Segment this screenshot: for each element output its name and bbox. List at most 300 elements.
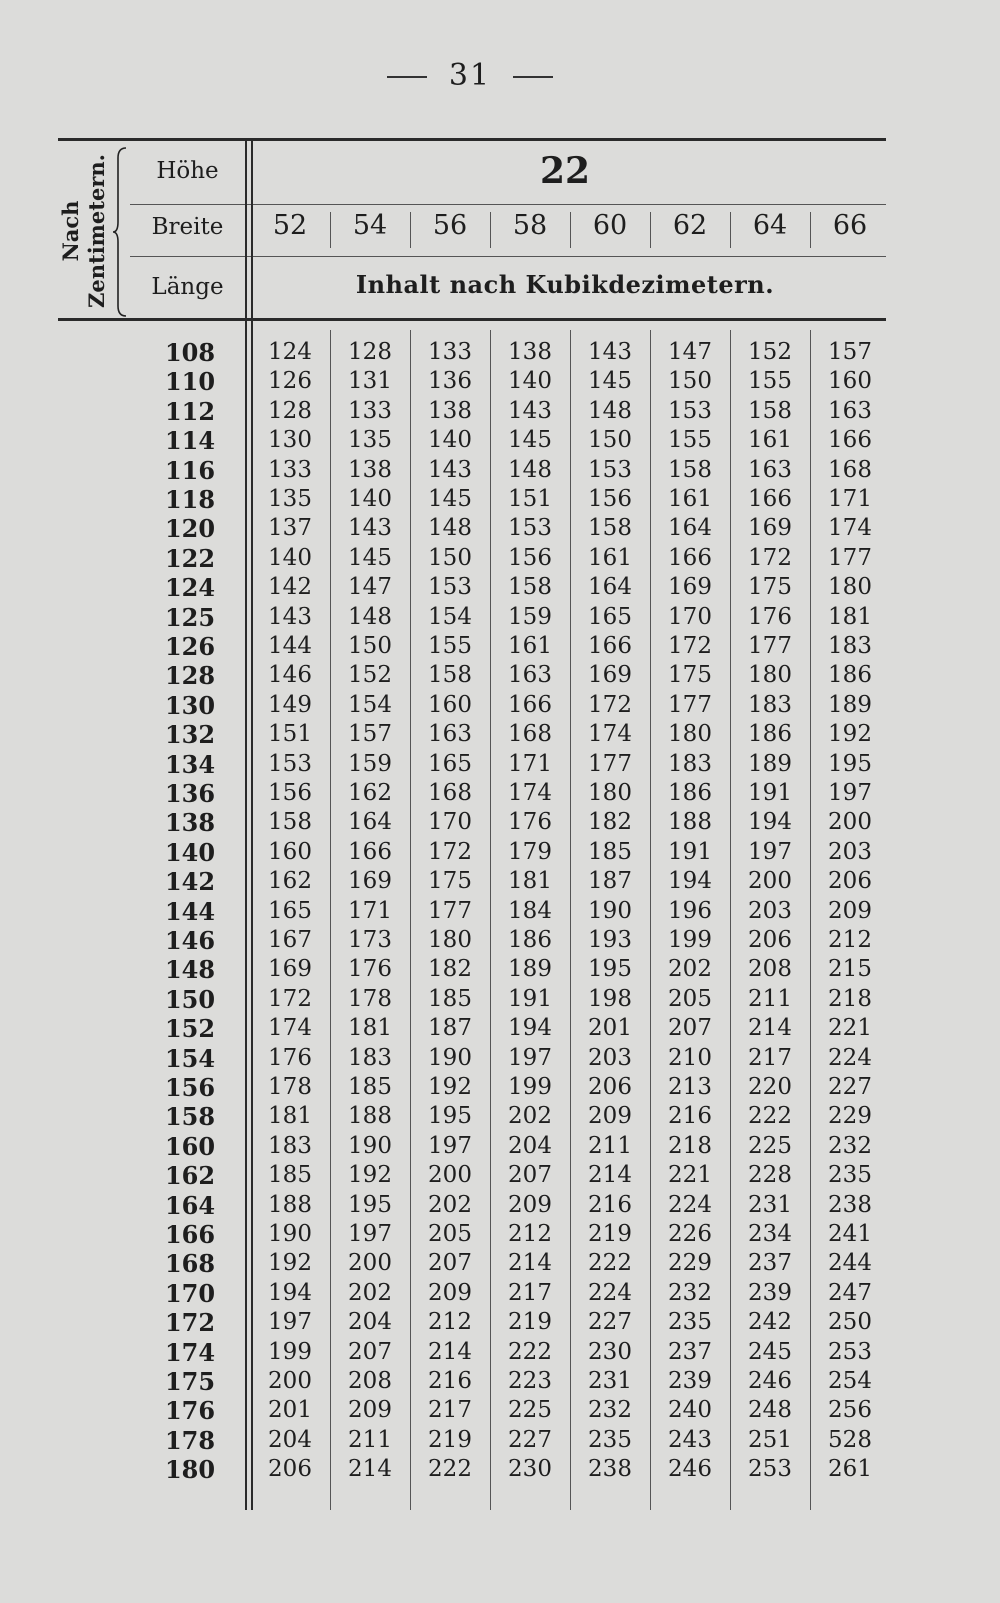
table-cell: 231 [748, 1191, 792, 1218]
laenge-value: 166 [164, 1220, 216, 1249]
table-cell: 222 [508, 1338, 552, 1365]
laenge-value: 156 [164, 1073, 216, 1102]
laenge-value: 154 [164, 1043, 216, 1073]
table-cell: 189 [748, 750, 792, 777]
table-cell: 159 [508, 603, 552, 630]
breite-value: 66 [832, 210, 868, 241]
table-cell: 168 [508, 721, 552, 748]
breite-underline [130, 256, 886, 257]
table-cell: 142 [268, 574, 312, 601]
table-cell: 133 [268, 456, 312, 483]
laenge-value: 170 [164, 1278, 216, 1308]
table-cell: 169 [268, 956, 312, 983]
table-cell: 222 [588, 1250, 632, 1277]
table-cell: 214 [748, 1015, 792, 1042]
laenge-value: 148 [164, 955, 216, 985]
table-cell: 197 [508, 1044, 552, 1071]
table-cell: 205 [668, 985, 712, 1012]
table-cell: 200 [348, 1250, 392, 1277]
table-cell: 239 [668, 1368, 712, 1394]
table-cell: 192 [348, 1162, 392, 1189]
table-cell: 161 [508, 633, 552, 659]
table-cell: 248 [748, 1397, 792, 1424]
laenge-value: 114 [164, 426, 216, 456]
table-cell: 195 [348, 1191, 392, 1218]
table-cell: 168 [828, 456, 872, 483]
table-cell: 169 [668, 574, 712, 601]
table-cell: 210 [668, 1044, 712, 1071]
table-cell: 195 [588, 956, 632, 983]
table-cell: 165 [428, 750, 472, 777]
table-cell: 186 [508, 927, 552, 953]
table-cell: 208 [748, 956, 792, 983]
table-cell: 155 [668, 427, 712, 454]
table-cell: 158 [508, 574, 552, 601]
side-label [54, 146, 114, 316]
table-cell: 227 [828, 1074, 872, 1100]
table-cell: 254 [828, 1368, 872, 1394]
table-cell: 143 [268, 603, 312, 630]
table-cell: 203 [748, 897, 792, 924]
table-cell: 184 [508, 897, 552, 924]
table-cell: 181 [348, 1015, 392, 1042]
table-cell: 169 [748, 515, 792, 542]
table-cell: 165 [588, 603, 632, 630]
table-cell: 225 [748, 1132, 792, 1159]
table-cell: 135 [268, 486, 312, 512]
table-cell: 138 [428, 397, 472, 424]
table-cell: 158 [268, 809, 312, 836]
table-cell: 191 [748, 780, 792, 806]
table-cell: 224 [588, 1279, 632, 1306]
table-cell: 165 [268, 897, 312, 924]
table-cell: 207 [508, 1162, 552, 1189]
table-cell: 219 [428, 1426, 472, 1453]
table-cell: 151 [508, 486, 552, 512]
laenge-value: 122 [164, 543, 216, 573]
table-cell: 166 [828, 427, 872, 454]
laenge-value: 146 [164, 926, 216, 955]
laenge-value: 116 [164, 455, 216, 485]
table-cell: 203 [828, 838, 872, 865]
table-cell: 528 [828, 1426, 872, 1453]
laenge-label: Länge [151, 274, 224, 300]
table-cell: 209 [428, 1279, 472, 1306]
table-cell: 197 [428, 1132, 472, 1159]
table-cell: 181 [828, 603, 872, 630]
table-cell: 124 [268, 339, 312, 365]
table-cell: 166 [748, 486, 792, 512]
table-cell: 235 [588, 1426, 632, 1453]
table-cell: 178 [268, 1074, 312, 1100]
table-cell: 214 [588, 1162, 632, 1189]
table-cell: 176 [508, 809, 552, 836]
laenge-value: 175 [164, 1367, 216, 1396]
table-cell: 197 [348, 1221, 392, 1247]
table-cell: 190 [348, 1132, 392, 1159]
table-cell: 261 [828, 1456, 872, 1483]
table-cell: 166 [508, 691, 552, 718]
table-cell: 150 [668, 368, 712, 395]
table-cell: 209 [588, 1103, 632, 1130]
table-cell: 186 [748, 721, 792, 748]
table-cell: 231 [588, 1368, 632, 1394]
table-cell: 185 [348, 1074, 392, 1100]
breite-separator [410, 212, 411, 248]
table-cell: 197 [268, 1309, 312, 1336]
top-rule [58, 138, 886, 141]
laenge-value: 110 [164, 367, 216, 397]
table-cell: 200 [748, 868, 792, 895]
table-cell: 224 [828, 1044, 872, 1071]
breite-label: Breite [151, 214, 224, 240]
breite-separator [810, 212, 811, 248]
table-cell: 219 [508, 1309, 552, 1336]
table-cell: 216 [428, 1368, 472, 1394]
table-cell: 159 [348, 750, 392, 777]
laenge-value: 125 [164, 602, 216, 632]
laenge-value: 174 [164, 1337, 216, 1367]
table-cell: 221 [828, 1015, 872, 1042]
table-cell: 150 [588, 427, 632, 454]
table-cell: 153 [588, 456, 632, 483]
table-cell: 170 [668, 603, 712, 630]
table-cell: 186 [828, 662, 872, 689]
table-cell: 143 [508, 397, 552, 424]
laenge-value: 160 [164, 1131, 216, 1161]
table-cell: 163 [428, 721, 472, 748]
table-cell: 164 [668, 515, 712, 542]
table-cell: 162 [348, 780, 392, 806]
table-cell: 183 [668, 750, 712, 777]
table-cell: 163 [828, 397, 872, 424]
page-number [0, 58, 940, 93]
table-cell: 163 [748, 456, 792, 483]
table-cell: 176 [748, 603, 792, 630]
table-cell: 180 [748, 662, 792, 689]
breite-value: 56 [432, 210, 468, 241]
table-cell: 181 [508, 868, 552, 895]
laenge-value: 128 [164, 661, 216, 691]
table-cell: 227 [508, 1426, 552, 1453]
unit-label: Inhalt nach Kubikdezimetern. [355, 270, 775, 299]
table-cell: 198 [588, 985, 632, 1012]
table-cell: 256 [828, 1397, 872, 1424]
table-cell: 148 [428, 515, 472, 542]
table-cell: 207 [668, 1015, 712, 1042]
table-cell: 188 [668, 809, 712, 836]
table-cell: 158 [748, 397, 792, 424]
table-cell: 145 [348, 544, 392, 571]
table-cell: 128 [268, 397, 312, 424]
table-cell: 169 [588, 662, 632, 689]
table-cell: 190 [268, 1221, 312, 1247]
table-cell: 155 [428, 633, 472, 659]
table-cell: 190 [428, 1044, 472, 1071]
table-cell: 251 [748, 1426, 792, 1453]
side-label-line1: Nach [58, 200, 83, 262]
table-cell: 183 [748, 691, 792, 718]
laenge-value: 140 [164, 837, 216, 867]
table-cell: 218 [828, 985, 872, 1012]
table-cell: 235 [828, 1162, 872, 1189]
table-cell: 137 [268, 515, 312, 542]
table-cell: 160 [428, 691, 472, 718]
table-cell: 143 [588, 339, 632, 365]
table-cell: 194 [668, 868, 712, 895]
breite-separator [730, 212, 731, 248]
table-cell: 185 [268, 1162, 312, 1189]
table-cell: 152 [748, 339, 792, 365]
table-cell: 128 [348, 339, 392, 365]
table-cell: 177 [828, 544, 872, 571]
table-cell: 188 [268, 1191, 312, 1218]
table-cell: 155 [748, 368, 792, 395]
table-cell: 244 [828, 1250, 872, 1277]
table-cell: 237 [668, 1338, 712, 1365]
table-cell: 182 [428, 956, 472, 983]
table-cell: 156 [508, 544, 552, 571]
table-cell: 194 [508, 1015, 552, 1042]
table-cell: 230 [588, 1338, 632, 1365]
table-cell: 246 [748, 1368, 792, 1394]
table-cell: 206 [828, 868, 872, 895]
table-cell: 211 [748, 985, 792, 1012]
table-cell: 178 [348, 985, 392, 1012]
laenge-value: 124 [164, 573, 216, 603]
table-cell: 148 [588, 397, 632, 424]
table-cell: 237 [748, 1250, 792, 1277]
table-cell: 164 [348, 809, 392, 836]
table-cell: 126 [268, 368, 312, 395]
table-cell: 131 [348, 368, 392, 395]
table-cell: 161 [668, 486, 712, 512]
table-cell: 161 [588, 544, 632, 571]
table-cell: 205 [428, 1221, 472, 1247]
table-cell: 201 [588, 1015, 632, 1042]
header-bottom-rule [58, 318, 886, 321]
table-cell: 175 [668, 662, 712, 689]
table-cell: 168 [428, 780, 472, 806]
laenge-value: 118 [164, 485, 216, 514]
table-cell: 211 [588, 1132, 632, 1159]
laenge-value: 172 [164, 1308, 216, 1338]
table-cell: 171 [508, 750, 552, 777]
table-cell: 189 [508, 956, 552, 983]
table-cell: 145 [508, 427, 552, 454]
laenge-value: 178 [164, 1425, 216, 1455]
table-cell: 140 [268, 544, 312, 571]
table-cell: 247 [828, 1279, 872, 1306]
table-cell: 145 [588, 368, 632, 395]
breite-value: 58 [512, 210, 548, 241]
table-cell: 133 [348, 397, 392, 424]
table-cell: 166 [668, 544, 712, 571]
table-cell: 177 [428, 897, 472, 924]
table-cell: 140 [508, 368, 552, 395]
laenge-value: 180 [164, 1455, 216, 1485]
table-cell: 164 [588, 574, 632, 601]
table-cell: 153 [668, 397, 712, 424]
breite-value: 62 [672, 210, 708, 241]
table-cell: 172 [668, 633, 712, 659]
table-cell: 150 [348, 633, 392, 659]
table-cell: 239 [748, 1279, 792, 1306]
table-cell: 234 [748, 1221, 792, 1247]
table-cell: 199 [508, 1074, 552, 1100]
laenge-value: 136 [164, 779, 216, 808]
table-cell: 192 [428, 1074, 472, 1100]
table-cell: 172 [268, 985, 312, 1012]
table-cell: 197 [828, 780, 872, 806]
table-cell: 243 [668, 1426, 712, 1453]
table-cell: 199 [268, 1338, 312, 1365]
table-cell: 180 [428, 927, 472, 953]
table-cell: 235 [668, 1309, 712, 1336]
table-cell: 222 [748, 1103, 792, 1130]
table-cell: 174 [828, 515, 872, 542]
table-cell: 138 [348, 456, 392, 483]
dash-right [513, 76, 553, 78]
table-cell: 136 [428, 368, 472, 395]
table-cell: 143 [428, 456, 472, 483]
table-cell: 170 [428, 809, 472, 836]
table-cell: 189 [828, 691, 872, 718]
table-cell: 213 [668, 1074, 712, 1100]
table-cell: 216 [588, 1191, 632, 1218]
table-cell: 147 [668, 339, 712, 365]
table-cell: 196 [668, 897, 712, 924]
table-cell: 180 [588, 780, 632, 806]
table-cell: 160 [828, 368, 872, 395]
table-cell: 160 [268, 838, 312, 865]
table-cell: 224 [668, 1191, 712, 1218]
table-cell: 153 [508, 515, 552, 542]
breite-value: 60 [592, 210, 628, 241]
table-cell: 199 [668, 927, 712, 953]
table-cell: 208 [348, 1368, 392, 1394]
table-cell: 172 [748, 544, 792, 571]
table-cell: 218 [668, 1132, 712, 1159]
table-cell: 202 [668, 956, 712, 983]
breite-value: 54 [352, 210, 388, 241]
table-cell: 188 [348, 1103, 392, 1130]
table-cell: 186 [668, 780, 712, 806]
table-cell: 144 [268, 633, 312, 659]
table-cell: 253 [748, 1456, 792, 1483]
table-cell: 158 [668, 456, 712, 483]
table-cell: 242 [748, 1309, 792, 1336]
laenge-value: 138 [164, 808, 216, 838]
table-cell: 162 [268, 868, 312, 895]
table-cell: 130 [268, 427, 312, 454]
table-cell: 153 [428, 574, 472, 601]
laenge-value: 126 [164, 632, 216, 661]
table-cell: 154 [428, 603, 472, 630]
table-cell: 171 [828, 486, 872, 512]
table-cell: 195 [828, 750, 872, 777]
side-label-text [58, 154, 110, 308]
table-cell: 191 [508, 985, 552, 1012]
table-cell: 202 [508, 1103, 552, 1130]
table-cell: 148 [508, 456, 552, 483]
table-cell: 245 [748, 1338, 792, 1365]
table-cell: 177 [668, 691, 712, 718]
table-cell: 187 [428, 1015, 472, 1042]
laenge-value: 176 [164, 1396, 216, 1426]
table-cell: 183 [348, 1044, 392, 1071]
table-cell: 171 [348, 897, 392, 924]
table-cell: 140 [348, 486, 392, 512]
page-number-text: 31 [448, 58, 492, 93]
table-cell: 175 [428, 868, 472, 895]
table-cell: 215 [828, 956, 872, 983]
breite-separator [650, 212, 651, 248]
table-cell: 204 [268, 1426, 312, 1453]
table-cell: 145 [428, 486, 472, 512]
table-cell: 253 [828, 1338, 872, 1365]
table-cell: 221 [668, 1162, 712, 1189]
table-cell: 223 [508, 1368, 552, 1394]
laenge-value: 120 [164, 514, 216, 544]
laenge-value: 164 [164, 1190, 216, 1220]
table-cell: 212 [828, 927, 872, 953]
table-cell: 214 [508, 1250, 552, 1277]
brace-icon [112, 146, 128, 318]
table-cell: 217 [508, 1279, 552, 1306]
table-cell: 146 [268, 662, 312, 689]
table-cell: 185 [428, 985, 472, 1012]
table-cell: 151 [268, 721, 312, 748]
hoehe-underline [130, 204, 886, 205]
table-cell: 200 [428, 1162, 472, 1189]
table-cell: 202 [428, 1191, 472, 1218]
table-cell: 229 [828, 1103, 872, 1130]
breite-separator [330, 212, 331, 248]
table-cell: 193 [588, 927, 632, 953]
table-cell: 229 [668, 1250, 712, 1277]
table-cell: 238 [588, 1456, 632, 1483]
table-cell: 200 [268, 1368, 312, 1394]
table-cell: 180 [828, 574, 872, 601]
table-cell: 166 [348, 838, 392, 865]
table-cell: 206 [268, 1456, 312, 1483]
laenge-value: 150 [164, 984, 216, 1014]
table-cell: 135 [348, 427, 392, 454]
table-cell: 209 [508, 1191, 552, 1218]
table-cell: 207 [428, 1250, 472, 1277]
table-cell: 209 [348, 1397, 392, 1424]
table-cell: 187 [588, 868, 632, 895]
table-cell: 173 [348, 927, 392, 953]
table-cell: 182 [588, 809, 632, 836]
table-cell: 169 [348, 868, 392, 895]
table-cell: 197 [748, 838, 792, 865]
table-cell: 152 [348, 662, 392, 689]
hoehe-value: 22 [539, 150, 591, 192]
table-cell: 201 [268, 1397, 312, 1424]
hoehe-label: Höhe [156, 158, 219, 184]
table-cell: 157 [348, 721, 392, 748]
table-cell: 153 [268, 750, 312, 777]
table-cell: 232 [828, 1132, 872, 1159]
table-cell: 175 [748, 574, 792, 601]
table-cell: 228 [748, 1162, 792, 1189]
table-cell: 177 [588, 750, 632, 777]
table-cell: 203 [588, 1044, 632, 1071]
table-cell: 217 [428, 1397, 472, 1424]
table-cell: 172 [588, 691, 632, 718]
